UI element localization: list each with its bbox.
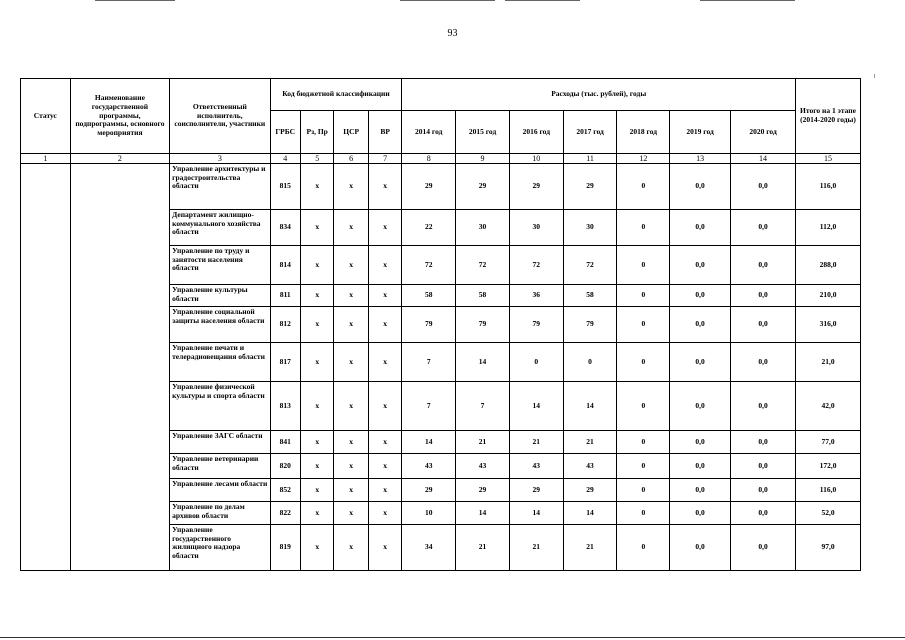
csr-cell: х: [334, 454, 368, 479]
vr-cell: х: [368, 343, 401, 382]
expense-2018-cell: 0: [617, 502, 670, 525]
expense-2019-cell: 0,0: [670, 382, 731, 431]
expense-2016-cell: 36: [509, 285, 563, 307]
page-number: 93: [447, 28, 458, 39]
rz-pr-cell: х: [300, 479, 333, 502]
grbs-cell: 814: [270, 246, 300, 285]
csr-cell: х: [334, 246, 368, 285]
expense-2017-cell: 29: [563, 164, 617, 210]
expense-2017-cell: 14: [563, 382, 617, 431]
total-cell: 316,0: [796, 307, 861, 343]
header-2014: 2014 год: [402, 111, 456, 154]
expense-2017-cell: 29: [563, 479, 617, 502]
executor-cell: Управление государственного жилищного надзора области: [170, 525, 270, 571]
expense-2016-cell: 29: [509, 164, 563, 210]
csr-cell: х: [334, 164, 368, 210]
expense-2014-cell: 72: [402, 246, 456, 285]
executor-cell: Управление социальной защиты населения области: [170, 307, 270, 343]
expense-2016-cell: 0: [509, 343, 563, 382]
header-grbs: ГРБС: [270, 111, 300, 154]
status-cell: [21, 164, 71, 571]
column-number: 3: [170, 154, 270, 164]
expense-2017-cell: 0: [563, 343, 617, 382]
csr-cell: х: [334, 343, 368, 382]
rz-pr-cell: х: [300, 246, 333, 285]
rz-pr-cell: х: [300, 382, 333, 431]
expense-2018-cell: 0: [617, 479, 670, 502]
rz-pr-cell: х: [300, 307, 333, 343]
expense-2015-cell: 58: [456, 285, 510, 307]
expense-2020-cell: 0,0: [731, 382, 796, 431]
expense-2018-cell: 0: [617, 246, 670, 285]
scan-edge-mark: [700, 0, 795, 1]
expense-2017-cell: 30: [563, 210, 617, 246]
header-budget-code: Код бюджетной классификации: [270, 79, 402, 111]
header-2018: 2018 год: [617, 111, 670, 154]
expense-2017-cell: 72: [563, 246, 617, 285]
expense-2018-cell: 0: [617, 343, 670, 382]
grbs-cell: 841: [270, 431, 300, 454]
scan-edge-mark: [874, 74, 875, 78]
expense-2019-cell: 0,0: [670, 454, 731, 479]
header-2019: 2019 год: [670, 111, 731, 154]
expense-2014-cell: 14: [402, 431, 456, 454]
csr-cell: х: [334, 210, 368, 246]
expense-2016-cell: 14: [509, 382, 563, 431]
grbs-cell: 822: [270, 502, 300, 525]
expense-2020-cell: 0,0: [731, 525, 796, 571]
grbs-cell: 820: [270, 454, 300, 479]
expense-2018-cell: 0: [617, 525, 670, 571]
table-header: [21, 79, 861, 154]
scan-bottom-edge: [0, 637, 905, 638]
csr-cell: х: [334, 479, 368, 502]
total-cell: 21,0: [796, 343, 861, 382]
expense-2020-cell: 0,0: [731, 454, 796, 479]
grbs-cell: 813: [270, 382, 300, 431]
table-row: [21, 164, 861, 210]
vr-cell: х: [368, 479, 401, 502]
header-vr: ВР: [368, 111, 401, 154]
expense-2019-cell: 0,0: [670, 479, 731, 502]
vr-cell: х: [368, 382, 401, 431]
program-name-cell: [70, 164, 169, 571]
column-number: 15: [796, 154, 861, 164]
expense-2014-cell: 10: [402, 502, 456, 525]
expense-2019-cell: 0,0: [670, 502, 731, 525]
expense-2020-cell: 0,0: [731, 285, 796, 307]
column-number: 7: [368, 154, 401, 164]
rz-pr-cell: х: [300, 525, 333, 571]
grbs-cell: 817: [270, 343, 300, 382]
column-number-row: [21, 154, 861, 164]
expense-2019-cell: 0,0: [670, 285, 731, 307]
expense-2018-cell: 0: [617, 210, 670, 246]
expense-2019-cell: 0,0: [670, 431, 731, 454]
expense-2015-cell: 21: [456, 525, 510, 571]
expense-2019-cell: 0,0: [670, 246, 731, 285]
header-rz-pr: Рз, Пр: [300, 111, 333, 154]
column-number: 8: [402, 154, 456, 164]
expense-2016-cell: 72: [509, 246, 563, 285]
csr-cell: х: [334, 431, 368, 454]
executor-cell: Управление по труду и занятости населения области: [170, 246, 270, 285]
rz-pr-cell: х: [300, 343, 333, 382]
expense-2015-cell: 7: [456, 382, 510, 431]
executor-cell: Управление архитектуры и градостроительства области: [170, 164, 270, 210]
header-2016: 2016 год: [509, 111, 563, 154]
expense-2015-cell: 30: [456, 210, 510, 246]
csr-cell: х: [334, 285, 368, 307]
csr-cell: х: [334, 525, 368, 571]
expense-2015-cell: 21: [456, 431, 510, 454]
executor-cell: Управление печати и телерадиовещания области: [170, 343, 270, 382]
header-executor: Ответственный исполнитель, соисполнители, участники: [170, 79, 270, 154]
expense-2014-cell: 58: [402, 285, 456, 307]
csr-cell: х: [334, 502, 368, 525]
executor-cell: Управление по делам архивов области: [170, 502, 270, 525]
header-program-name: Наименование государственной программы, подпрограммы, основного мероприятия: [70, 79, 169, 154]
rz-pr-cell: х: [300, 210, 333, 246]
expense-2015-cell: 14: [456, 343, 510, 382]
expense-2020-cell: 0,0: [731, 246, 796, 285]
executor-cell: Управление лесами области: [170, 479, 270, 502]
total-cell: 97,0: [796, 525, 861, 571]
rz-pr-cell: х: [300, 502, 333, 525]
rz-pr-cell: х: [300, 285, 333, 307]
expense-2016-cell: 29: [509, 479, 563, 502]
executor-cell: Департамент жилищно-коммунального хозяйства области: [170, 210, 270, 246]
vr-cell: х: [368, 431, 401, 454]
expense-2019-cell: 0,0: [670, 343, 731, 382]
vr-cell: х: [368, 502, 401, 525]
expense-2016-cell: 43: [509, 454, 563, 479]
total-cell: 77,0: [796, 431, 861, 454]
expense-2016-cell: 21: [509, 431, 563, 454]
expense-2019-cell: 0,0: [670, 210, 731, 246]
column-number: 13: [670, 154, 731, 164]
grbs-cell: 819: [270, 525, 300, 571]
expense-2015-cell: 29: [456, 479, 510, 502]
column-number: 11: [563, 154, 617, 164]
expense-2015-cell: 43: [456, 454, 510, 479]
grbs-cell: 815: [270, 164, 300, 210]
expense-2016-cell: 14: [509, 502, 563, 525]
header-2015: 2015 год: [456, 111, 510, 154]
expense-2017-cell: 43: [563, 454, 617, 479]
expense-2020-cell: 0,0: [731, 502, 796, 525]
expense-2017-cell: 79: [563, 307, 617, 343]
total-cell: 112,0: [796, 210, 861, 246]
scan-edge-mark: [95, 0, 175, 1]
expense-2015-cell: 14: [456, 502, 510, 525]
csr-cell: х: [334, 307, 368, 343]
rz-pr-cell: х: [300, 454, 333, 479]
header-2017: 2017 год: [563, 111, 617, 154]
scan-edge-mark: [400, 0, 495, 1]
executor-cell: Управление физической культуры и спорта области: [170, 382, 270, 431]
total-cell: 172,0: [796, 454, 861, 479]
vr-cell: х: [368, 246, 401, 285]
column-number: 2: [70, 154, 169, 164]
rz-pr-cell: х: [300, 164, 333, 210]
expense-2015-cell: 72: [456, 246, 510, 285]
expense-2014-cell: 79: [402, 307, 456, 343]
expense-2018-cell: 0: [617, 307, 670, 343]
expense-2017-cell: 21: [563, 431, 617, 454]
scan-edge-mark: [505, 0, 580, 1]
header-2020: 2020 год: [731, 111, 796, 154]
header-csr: ЦСР: [334, 111, 368, 154]
expense-2014-cell: 29: [402, 479, 456, 502]
executor-cell: Управление ЗАГС области: [170, 431, 270, 454]
expense-2017-cell: 14: [563, 502, 617, 525]
expense-2017-cell: 21: [563, 525, 617, 571]
expense-2019-cell: 0,0: [670, 307, 731, 343]
grbs-cell: 852: [270, 479, 300, 502]
header-expenses: Расходы (тыс. рублей), годы: [402, 79, 796, 111]
column-number: 1: [21, 154, 71, 164]
expense-2019-cell: 0,0: [670, 525, 731, 571]
csr-cell: х: [334, 382, 368, 431]
expense-2014-cell: 22: [402, 210, 456, 246]
expense-2014-cell: 7: [402, 343, 456, 382]
vr-cell: х: [368, 210, 401, 246]
expense-2015-cell: 79: [456, 307, 510, 343]
column-number: 10: [509, 154, 563, 164]
column-number: 6: [334, 154, 368, 164]
expense-2018-cell: 0: [617, 285, 670, 307]
budget-table: [20, 78, 861, 571]
total-cell: 52,0: [796, 502, 861, 525]
expense-2017-cell: 58: [563, 285, 617, 307]
rz-pr-cell: х: [300, 431, 333, 454]
expense-2016-cell: 30: [509, 210, 563, 246]
vr-cell: х: [368, 307, 401, 343]
executor-cell: Управление культуры области: [170, 285, 270, 307]
column-number: 12: [617, 154, 670, 164]
expense-2014-cell: 34: [402, 525, 456, 571]
expense-2019-cell: 0,0: [670, 164, 731, 210]
expense-2018-cell: 0: [617, 454, 670, 479]
expense-2020-cell: 0,0: [731, 431, 796, 454]
vr-cell: х: [368, 525, 401, 571]
grbs-cell: 811: [270, 285, 300, 307]
vr-cell: х: [368, 285, 401, 307]
column-number: 9: [456, 154, 510, 164]
column-number: 14: [731, 154, 796, 164]
expense-2015-cell: 29: [456, 164, 510, 210]
column-number: 4: [270, 154, 300, 164]
expense-2014-cell: 7: [402, 382, 456, 431]
executor-cell: Управление ветеринарии области: [170, 454, 270, 479]
total-cell: 210,0: [796, 285, 861, 307]
total-cell: 42,0: [796, 382, 861, 431]
total-cell: 116,0: [796, 479, 861, 502]
expense-2020-cell: 0,0: [731, 343, 796, 382]
expense-2018-cell: 0: [617, 164, 670, 210]
header-status: Статус: [21, 79, 71, 154]
expense-2014-cell: 43: [402, 454, 456, 479]
expense-2018-cell: 0: [617, 382, 670, 431]
table-body: [21, 154, 861, 571]
grbs-cell: 834: [270, 210, 300, 246]
expense-2020-cell: 0,0: [731, 479, 796, 502]
total-cell: 288,0: [796, 246, 861, 285]
expense-2020-cell: 0,0: [731, 307, 796, 343]
vr-cell: х: [368, 454, 401, 479]
expense-2018-cell: 0: [617, 431, 670, 454]
column-number: 5: [300, 154, 333, 164]
expense-2020-cell: 0,0: [731, 164, 796, 210]
expense-2020-cell: 0,0: [731, 210, 796, 246]
header-total: Итого на 1 этапе (2014-2020 годы): [796, 79, 861, 154]
expense-2016-cell: 21: [509, 525, 563, 571]
grbs-cell: 812: [270, 307, 300, 343]
total-cell: 116,0: [796, 164, 861, 210]
expense-2016-cell: 79: [509, 307, 563, 343]
expense-2014-cell: 29: [402, 164, 456, 210]
vr-cell: х: [368, 164, 401, 210]
